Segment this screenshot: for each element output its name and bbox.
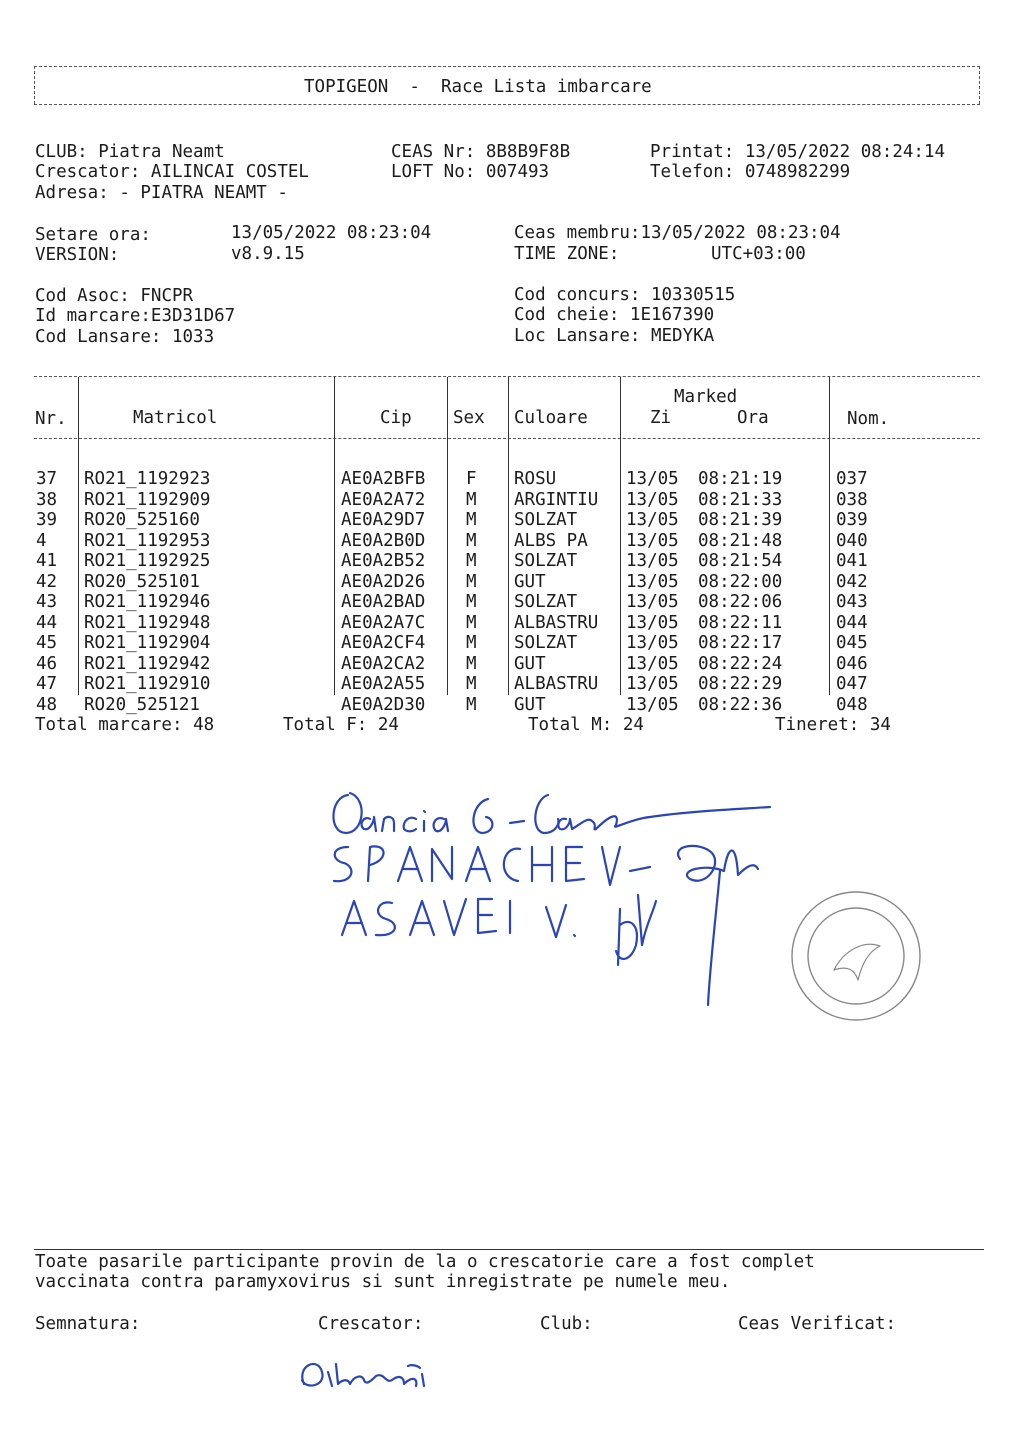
version-value: v8.9.15 xyxy=(231,244,305,264)
cell-nom: 037 xyxy=(836,468,868,489)
crescator-signature xyxy=(292,1350,452,1400)
cod-lansare-row xyxy=(35,327,214,348)
total-f xyxy=(283,715,399,736)
cell-nom: 045 xyxy=(836,632,868,653)
cell-cip: AE0A2CF4 xyxy=(341,632,426,653)
ceas-row xyxy=(391,142,570,163)
cell-sex: M xyxy=(466,632,477,653)
cell-cip: AE0A2BAD xyxy=(341,591,426,612)
cell-cip: AE0A2D30 xyxy=(341,694,426,715)
cell-zi: 13/05 xyxy=(626,653,679,674)
cod-asoc-label: Cod Asoc: xyxy=(35,286,130,306)
cell-nr: 44 xyxy=(36,612,58,633)
cod-lansare-label: Cod Lansare: xyxy=(35,327,162,347)
club-row xyxy=(35,142,225,163)
loc-lansare-row xyxy=(514,326,714,347)
cell-sex: M xyxy=(466,571,477,592)
timezone-value: UTC+03:00 xyxy=(711,244,806,264)
cell-nom: 043 xyxy=(836,591,868,612)
cell-ora: 08:22:29 xyxy=(698,673,783,694)
club-value: Piatra Neamt xyxy=(98,142,225,162)
total-marcare-value: 48 xyxy=(193,715,215,735)
tineret-value: 34 xyxy=(869,715,891,735)
cell-zi: 13/05 xyxy=(626,591,679,612)
club-label: CLUB: xyxy=(35,142,88,162)
printat-value: 13/05/2022 08:24:14 xyxy=(744,142,946,162)
total-m xyxy=(528,715,644,736)
cell-matricol: RO21_1192948 xyxy=(84,612,211,633)
ceas-membru-row xyxy=(514,223,841,244)
adresa-value: - PIATRA NEAMT - xyxy=(119,183,288,203)
id-marcare-value: E3D31D67 xyxy=(150,306,236,326)
cell-culoare: SOLZAT xyxy=(514,632,578,653)
cod-concurs-row xyxy=(514,285,735,306)
cell-cip: AE0A2CA2 xyxy=(341,653,426,674)
cell-sex: M xyxy=(466,530,477,551)
col-divider-marked xyxy=(829,377,830,695)
header-cip: Cip xyxy=(380,408,412,428)
cell-zi: 13/05 xyxy=(626,612,679,633)
cell-cip: AE0A2A72 xyxy=(341,489,426,510)
header-sex: Sex xyxy=(453,408,485,428)
cell-cip: AE0A2D26 xyxy=(341,571,426,592)
cell-culoare: GUT xyxy=(514,571,546,592)
footer-divider xyxy=(34,1249,984,1250)
cell-matricol: RO20_525101 xyxy=(84,571,200,592)
handwritten-signatures xyxy=(320,775,790,1025)
loft-row xyxy=(391,162,549,183)
id-marcare-row xyxy=(35,306,235,327)
cell-matricol: RO20_525121 xyxy=(84,694,200,715)
cell-nom: 042 xyxy=(836,571,868,592)
cell-ora: 08:21:33 xyxy=(698,489,783,510)
cell-ora: 08:22:11 xyxy=(698,612,783,633)
cell-ora: 08:22:00 xyxy=(698,571,783,592)
col-divider-culoare xyxy=(620,377,621,695)
version-label: VERSION: xyxy=(35,245,120,265)
loc-lansare-value: MEDYKA xyxy=(650,326,715,346)
cell-culoare: ARGINTIU xyxy=(514,489,599,510)
cell-nom: 041 xyxy=(836,550,868,571)
header-nr: Nr. xyxy=(35,409,67,429)
cell-sex: M xyxy=(466,694,477,715)
adresa-label: Adresa: xyxy=(35,183,109,203)
total-m-label: Total M: xyxy=(528,715,613,735)
ceas-verificat-label: Ceas Verificat: xyxy=(738,1314,897,1334)
crescator-label: Crescator: xyxy=(35,162,141,182)
cell-matricol: RO21_1192946 xyxy=(84,591,211,612)
id-marcare-label: Id marcare: xyxy=(35,306,151,326)
cell-sex: M xyxy=(466,673,477,694)
cell-matricol: RO20_525160 xyxy=(84,509,200,530)
cell-culoare: ROSU xyxy=(514,468,557,489)
cod-asoc-value: FNCPR xyxy=(140,286,194,306)
cell-nr: 47 xyxy=(36,673,58,694)
cod-concurs-label: Cod concurs: xyxy=(514,285,641,305)
cell-zi: 13/05 xyxy=(626,694,679,715)
cell-culoare: SOLZAT xyxy=(514,550,578,571)
cod-concurs-value: 10330515 xyxy=(650,285,736,305)
tineret-label: Tineret: xyxy=(775,715,860,735)
cell-zi: 13/05 xyxy=(626,550,679,571)
cell-matricol: RO21_1192942 xyxy=(84,653,211,674)
cell-sex: M xyxy=(466,550,477,571)
cell-ora: 08:22:36 xyxy=(698,694,783,715)
table-top-border xyxy=(34,376,980,377)
cell-ora: 08:22:24 xyxy=(698,653,783,674)
loc-lansare-label: Loc Lansare: xyxy=(514,326,641,346)
cell-nom: 047 xyxy=(836,673,868,694)
header-culoare: Culoare xyxy=(514,408,588,428)
cell-matricol: RO21_1192909 xyxy=(84,489,211,510)
cell-nom: 046 xyxy=(836,653,868,674)
club-sign-label: Club: xyxy=(540,1314,593,1334)
cell-nom: 038 xyxy=(836,489,868,510)
ceas-membru-value: 13/05/2022 08:23:04 xyxy=(640,223,841,243)
telefon-value: 0748982299 xyxy=(744,162,851,182)
cell-sex: M xyxy=(466,591,477,612)
cell-ora: 08:21:48 xyxy=(698,530,783,551)
header-nom: Nom. xyxy=(847,409,890,429)
cell-nr: 42 xyxy=(36,571,58,592)
cod-cheie-label: Cod cheie: xyxy=(514,305,620,325)
cell-zi: 13/05 xyxy=(626,530,679,551)
cell-culoare: ALBASTRU xyxy=(514,612,599,633)
cell-ora: 08:21:19 xyxy=(698,468,783,489)
title-top-border xyxy=(34,66,980,67)
cod-cheie-value: 1E167390 xyxy=(629,305,715,325)
telefon-row xyxy=(650,162,850,183)
adresa-row xyxy=(35,183,288,204)
cell-zi: 13/05 xyxy=(626,673,679,694)
col-divider-nr xyxy=(78,377,79,695)
ceas-label: CEAS Nr: xyxy=(391,142,476,162)
crescator-sign-label: Crescator: xyxy=(318,1314,424,1334)
cell-nom: 039 xyxy=(836,509,868,530)
cell-cip: AE0A2A7C xyxy=(341,612,426,633)
title-left-border xyxy=(34,66,35,104)
timezone-label: TIME ZONE: xyxy=(514,244,620,264)
cell-zi: 13/05 xyxy=(626,632,679,653)
club-stamp xyxy=(784,880,924,1030)
cell-ora: 08:21:39 xyxy=(698,509,783,530)
setare-value: 13/05/2022 08:23:04 xyxy=(231,223,432,243)
crescator-row xyxy=(35,162,309,183)
cell-nom: 040 xyxy=(836,530,868,551)
cell-zi: 13/05 xyxy=(626,489,679,510)
total-f-label: Total F: xyxy=(283,715,368,735)
cell-nr: 45 xyxy=(36,632,58,653)
cell-nr: 43 xyxy=(36,591,58,612)
cell-matricol: RO21_1192904 xyxy=(84,632,211,653)
total-m-value: 24 xyxy=(622,715,644,735)
tineret xyxy=(775,715,891,736)
cell-zi: 13/05 xyxy=(626,509,679,530)
header-marked: Marked xyxy=(674,387,738,407)
cell-nr: 38 xyxy=(36,489,58,510)
cell-matricol: RO21_1192925 xyxy=(84,550,211,571)
semnatura-label: Semnatura: xyxy=(35,1314,141,1334)
col-divider-matricol xyxy=(334,377,335,695)
cell-nr: 41 xyxy=(36,550,58,571)
header-matricol: Matricol xyxy=(133,408,218,428)
setare-label: Setare ora: xyxy=(35,225,151,245)
cell-nr: 37 xyxy=(36,468,58,489)
printat-row xyxy=(650,142,945,163)
total-f-value: 24 xyxy=(377,715,399,735)
cell-sex: M xyxy=(466,509,477,530)
cell-culoare: ALBASTRU xyxy=(514,673,599,694)
loft-value: 007493 xyxy=(485,162,550,182)
title-bottom-border xyxy=(34,104,980,105)
cell-ora: 08:22:06 xyxy=(698,591,783,612)
cell-nr: 39 xyxy=(36,509,58,530)
total-marcare xyxy=(35,715,214,736)
cell-culoare: ALBS PA xyxy=(514,530,588,551)
cell-zi: 13/05 xyxy=(626,468,679,489)
telefon-label: Telefon: xyxy=(650,162,735,182)
col-divider-sex xyxy=(508,377,509,695)
ceas-value: 8B8B9F8B xyxy=(485,142,571,162)
cell-sex: M xyxy=(466,489,477,510)
total-marcare-label: Total marcare: xyxy=(35,715,183,735)
cell-sex: M xyxy=(466,653,477,674)
cell-nom: 044 xyxy=(836,612,868,633)
title-right-border xyxy=(979,66,980,104)
header-ora: Ora xyxy=(737,408,769,428)
cell-matricol: RO21_1192910 xyxy=(84,673,211,694)
cod-cheie-row xyxy=(514,305,714,326)
cell-cip: AE0A2B0D xyxy=(341,530,426,551)
cell-culoare: GUT xyxy=(514,653,546,674)
cod-lansare-value: 1033 xyxy=(171,327,215,347)
cell-nr: 4 xyxy=(36,530,47,551)
loft-label: LOFT No: xyxy=(391,162,476,182)
cell-ora: 08:21:54 xyxy=(698,550,783,571)
cell-nom: 048 xyxy=(836,694,868,715)
cell-zi: 13/05 xyxy=(626,571,679,592)
ceas-membru-label: Ceas membru: xyxy=(514,223,641,243)
crescator-value: AILINCAI COSTEL xyxy=(150,162,309,182)
printat-label: Printat: xyxy=(650,142,735,162)
cell-cip: AE0A2B52 xyxy=(341,550,426,571)
statement-line2: vaccinata contra paramyxovirus si sunt inregistrate pe numele meu. xyxy=(35,1272,731,1292)
cell-cip: AE0A29D7 xyxy=(341,509,426,530)
cell-matricol: RO21_1192953 xyxy=(84,530,211,551)
table-header-border xyxy=(34,438,980,439)
cell-nr: 46 xyxy=(36,653,58,674)
cell-culoare: SOLZAT xyxy=(514,591,578,612)
cell-culoare: SOLZAT xyxy=(514,509,578,530)
cell-sex: M xyxy=(466,612,477,633)
cell-matricol: RO21_1192923 xyxy=(84,468,211,489)
col-divider-cip xyxy=(447,377,448,695)
cod-asoc-row xyxy=(35,286,193,307)
cell-sex: F xyxy=(466,468,477,489)
statement-line1: Toate pasarile participante provin de la o crescatorie care a fost complet xyxy=(35,1252,815,1272)
cell-culoare: GUT xyxy=(514,694,546,715)
cell-ora: 08:22:17 xyxy=(698,632,783,653)
header-zi: Zi xyxy=(650,408,672,428)
page-title: TOPIGEON - Race Lista imbarcare xyxy=(304,77,652,97)
cell-cip: AE0A2BFB xyxy=(341,468,426,489)
cell-cip: AE0A2A55 xyxy=(341,673,426,694)
cell-nr: 48 xyxy=(36,694,58,715)
